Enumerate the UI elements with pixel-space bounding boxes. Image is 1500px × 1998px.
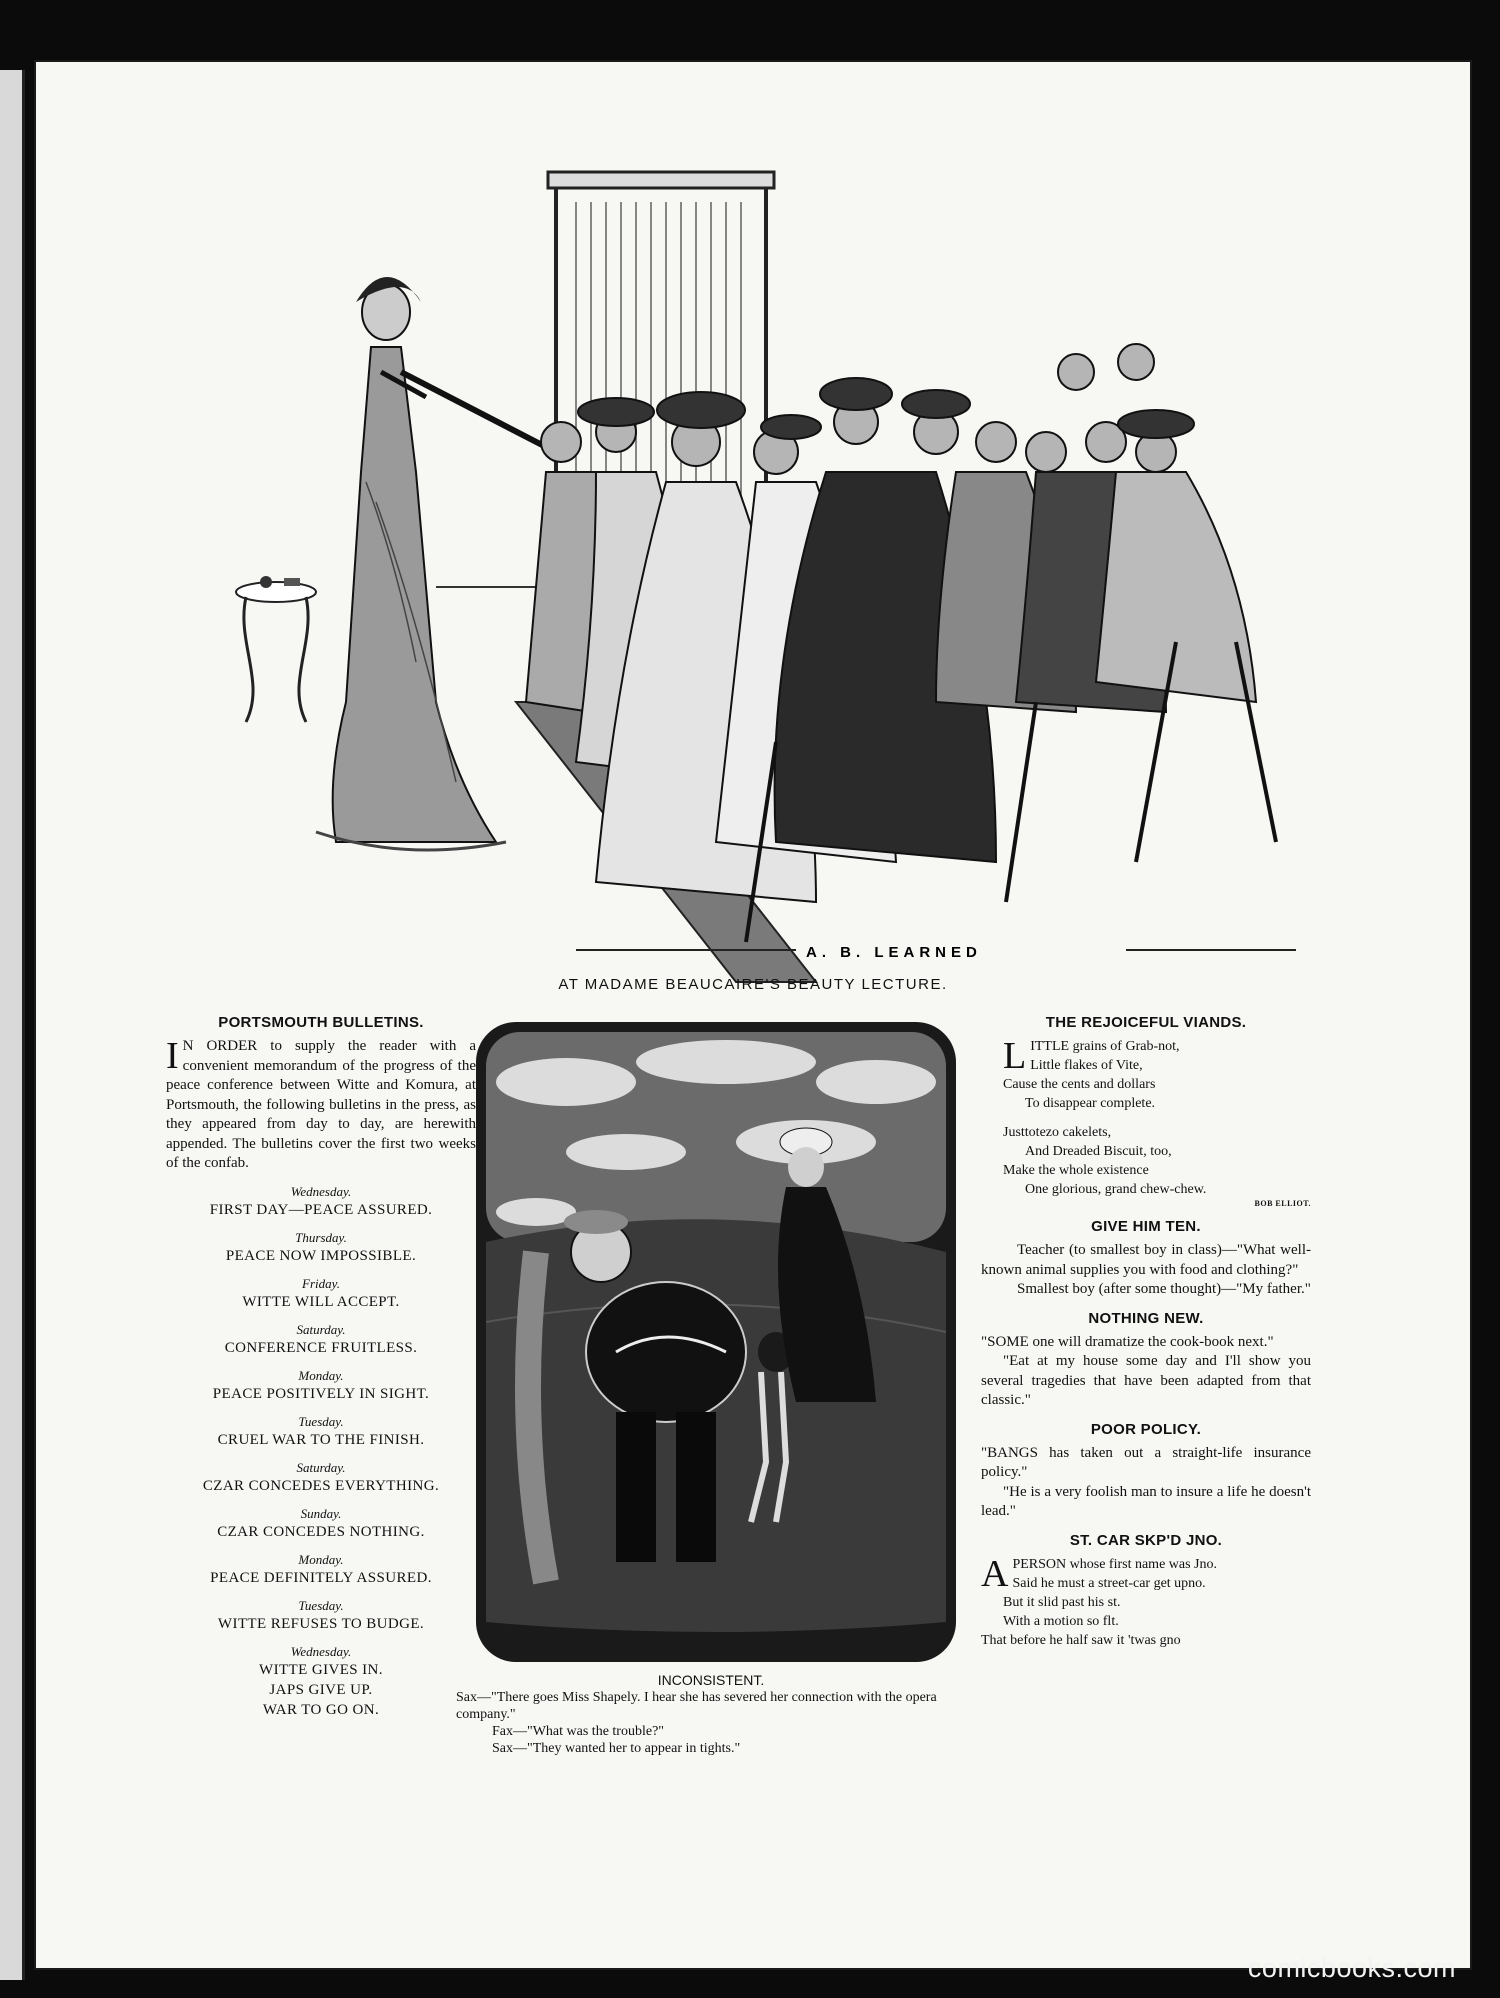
bulletin-item (166, 1460, 476, 1496)
portsmouth-intro-text: N ORDER to supply the reader with a convenient memorandum of the progress of the peace conference between Witte and Komura, at Portsmouth, the following bulletins in the press, as they appeared from day to day, are herewith appended. The bulletins cover the first two weeks of the confab. (166, 1038, 476, 1171)
bulletin-final-line: JAPS GIVE UP. (269, 1681, 373, 1698)
ten-heading: GIVE HIM TEN. (1091, 1218, 1201, 1235)
poor-policy-heading: POOR POLICY. (1090, 1420, 1202, 1438)
viands-poem (981, 1037, 1311, 1208)
poem-line: And Dreaded Biscuit, too, (1025, 1144, 1172, 1159)
artist-signature: A. B. LEARNED (806, 944, 982, 961)
bulletin-item (166, 1644, 476, 1680)
main-caption: AT MADAME BEAUCAIRE'S BEAUTY LECTURE. (558, 976, 948, 993)
left-column (166, 1014, 476, 1720)
bulletin-text: PEACE DEFINITELY ASSURED. (210, 1569, 432, 1586)
poem-line: To disappear complete. (1025, 1096, 1156, 1111)
bulletin-item (166, 1322, 476, 1358)
portsmouth-intro (166, 1037, 476, 1174)
poem-line: Little flakes of Vite, (1030, 1058, 1143, 1073)
bulletin-item (166, 1368, 476, 1404)
poem-line: ITTLE grains of Grab-not, (1030, 1039, 1180, 1054)
bulletin-item (166, 1414, 476, 1450)
portsmouth-heading: PORTSMOUTH BULLETINS. (218, 1014, 424, 1031)
jno-heading: ST. CAR SKP'D JNO. (1069, 1531, 1223, 1549)
bulletin-text: WITTE REFUSES TO BUDGE. (217, 1615, 425, 1632)
poem-line: Said he must a street-car get upno. (1012, 1575, 1206, 1591)
right-column (981, 1014, 1311, 1650)
dropcap-l: L (1003, 1035, 1027, 1077)
poem-line: But it slid past his st. (1003, 1594, 1121, 1610)
poem-line: One glorious, grand chew-chew. (1025, 1182, 1207, 1197)
bulletin-day: Sunday. (300, 1505, 342, 1521)
bulletin-day: Thursday. (295, 1229, 347, 1245)
poem-line: That before he half saw it 'twas gno (981, 1632, 1181, 1648)
dropcap-a: A (981, 1552, 1009, 1595)
nothing-new-paragraph-1: "SOME one will dramatize the cook-book next." (981, 1333, 1274, 1350)
poem-line: Justtotezo cakelets, (1003, 1125, 1112, 1140)
bulletin-day: Monday. (298, 1367, 344, 1383)
poem-line: Make the whole existence (1003, 1163, 1149, 1178)
book-binding (0, 70, 25, 1980)
bulletin-item (166, 1276, 476, 1312)
inconsistent-caption (456, 1672, 966, 1757)
bulletin-day: Friday. (302, 1275, 340, 1291)
bulletin-item (166, 1184, 476, 1220)
bulletin-item (166, 1598, 476, 1634)
bulletin-text: CRUEL WAR TO THE FINISH. (217, 1431, 425, 1448)
dropcap-i: I (166, 1035, 179, 1077)
bulletin-text: CZAR CONCEDES EVERYTHING. (202, 1477, 440, 1494)
bulletin-item (166, 1552, 476, 1588)
bulletin-text: PEACE POSITIVELY IN SIGHT. (212, 1385, 430, 1402)
bulletin-text: PEACE NOW IMPOSSIBLE. (225, 1247, 417, 1264)
bulletin-day: Wednesday. (290, 1183, 352, 1199)
inconsistent-cartoon (476, 1022, 956, 1662)
bulletin-text: WITTE WILL ACCEPT. (242, 1293, 400, 1310)
bulletin-day: Saturday. (296, 1321, 346, 1337)
nothing-new-paragraph-2: "Eat at my house some day and I'll show you several tragedies that have been adapted from that classic." (981, 1353, 1311, 1408)
caption-line: Fax—"What was the trouble?" (492, 1724, 664, 1739)
viands-heading: THE REJOICEFUL VIANDS. (1045, 1014, 1247, 1031)
beauty-lecture-illustration (176, 142, 1316, 1002)
bulletin-day: Monday. (298, 1551, 344, 1567)
poem-line: PERSON whose first name was Jno. (1012, 1556, 1217, 1572)
bulletin-text: WITTE GIVES IN. (259, 1661, 383, 1678)
ten-paragraph-1: Teacher (to smallest boy in class)—"What well-known animal supplies you with food and clothing?" (981, 1242, 1311, 1278)
magazine-page (36, 62, 1470, 1968)
bulletin-text: CZAR CONCEDES NOTHING. (217, 1523, 425, 1540)
caption-line: Sax—"They wanted her to appear in tights." (492, 1741, 741, 1756)
inconsistent-title: INCONSISTENT. (657, 1672, 765, 1688)
bulletin-text: CONFERENCE FRUITLESS. (224, 1339, 418, 1356)
nothing-new-heading: NOTHING NEW. (1088, 1309, 1204, 1327)
poem-line: With a motion so flt. (1003, 1613, 1119, 1629)
watermark: comicbooks.com (1247, 1953, 1456, 1983)
caption-line: Sax—"There goes Miss Shapely. I hear she has severed her connection with the opera company." (456, 1690, 937, 1722)
bulletin-day: Tuesday. (298, 1597, 344, 1613)
poor-policy-paragraph-1: "BANGS has taken out a straight-life insurance policy." (981, 1444, 1311, 1480)
bulletin-final-line: WAR TO GO ON. (262, 1701, 380, 1718)
ten-paragraph-2: Smallest boy (after some thought)—"My father." (1017, 1281, 1311, 1297)
bulletin-day: Tuesday. (298, 1413, 344, 1429)
bulletin-item (166, 1506, 476, 1542)
bulletin-item (166, 1230, 476, 1266)
bulletin-text: FIRST DAY—PEACE ASSURED. (209, 1201, 433, 1218)
poem-signature: BOB ELLIOT. (1254, 1199, 1311, 1208)
bulletin-list (166, 1184, 476, 1720)
bulletin-day: Wednesday. (290, 1643, 352, 1659)
bulletin-day: Saturday. (296, 1459, 346, 1475)
poor-policy-paragraph-2: "He is a very foolish man to insure a life he doesn't lead." (981, 1483, 1311, 1519)
poem-line: Cause the cents and dollars (1003, 1077, 1156, 1092)
jno-poem (981, 1552, 1311, 1650)
